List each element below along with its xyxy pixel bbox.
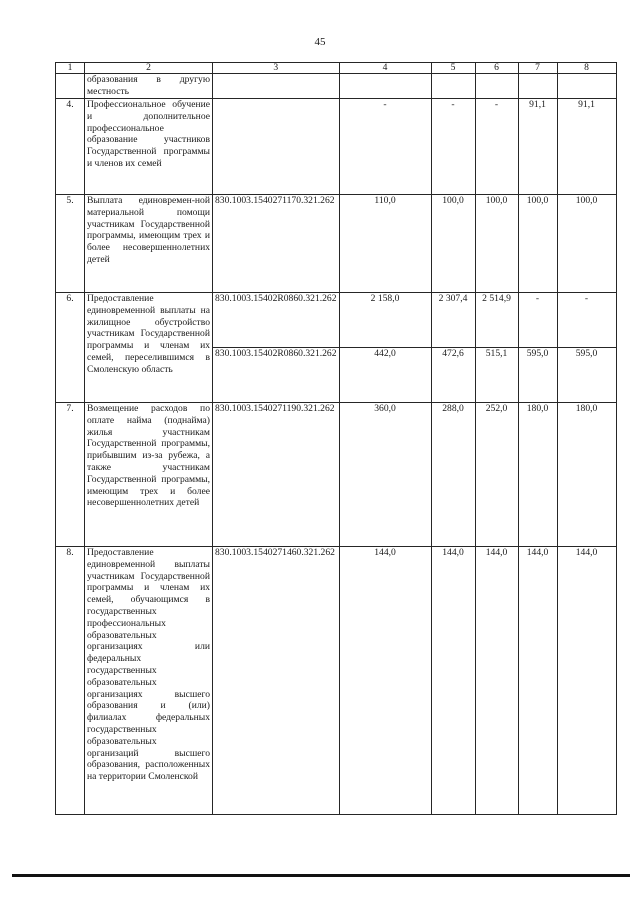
column-header: 7 [518, 63, 557, 74]
value-col5: 2 307,4 [431, 293, 475, 348]
table-row [56, 293, 617, 348]
value-col5: - [431, 99, 475, 195]
value-col8: 144,0 [557, 547, 616, 815]
value-col5: 288,0 [431, 403, 475, 547]
value-col4: 144,0 [339, 547, 431, 815]
table-row [56, 195, 617, 293]
row-code: 830.1003.1540271190.321.262 [213, 403, 340, 547]
value-col5: 144,0 [431, 547, 475, 815]
row-name: Выплата единовремен-ной материальной помощи участникам Государственной программы, имеющим трех и более несовершеннолетних детей [85, 195, 213, 293]
column-header: 4 [339, 63, 431, 74]
value-col7: 144,0 [518, 547, 557, 815]
column-header: 8 [557, 63, 616, 74]
row-code: 830.1003.15402R0860.321.262 [213, 293, 340, 348]
row-number: 4. [56, 99, 85, 195]
column-header: 2 [85, 63, 213, 74]
row-number: 5. [56, 195, 85, 293]
value-col8 [557, 74, 616, 99]
value-col4: 2 158,0 [339, 293, 431, 348]
value-col7: 595,0 [518, 348, 557, 403]
row-code: 830.1003.1540271460.321.262 [213, 547, 340, 815]
column-header: 1 [56, 63, 85, 74]
row-code: 830.1003.1540271170.321.262 [213, 195, 340, 293]
value-col5 [431, 74, 475, 99]
value-col7 [518, 74, 557, 99]
row-number: 8. [56, 547, 85, 815]
value-col7: 180,0 [518, 403, 557, 547]
value-col8: 180,0 [557, 403, 616, 547]
value-col6: 252,0 [475, 403, 518, 547]
column-header: 5 [431, 63, 475, 74]
table-row [56, 403, 617, 547]
value-col8: 91,1 [557, 99, 616, 195]
column-header: 6 [475, 63, 518, 74]
value-col4: 360,0 [339, 403, 431, 547]
page-bottom-rule [12, 874, 630, 877]
column-header-row [56, 63, 617, 74]
budget-table [55, 62, 617, 815]
row-name: Предоставление единовременной выплаты участникам Государственной программы и членам их семей, обучающимся в государственных профессиональных образовательных организациях или федеральных государственных образовательных организациях высшего образования и (или) филиалах федеральных государственных образовательных организаций высшего образования, расположенных на территории Смоленской [85, 547, 213, 815]
row-number [56, 74, 85, 99]
row-code: 830.1003.15402R0860.321.262 [213, 348, 340, 403]
table-row [56, 74, 617, 99]
value-col8: - [557, 293, 616, 348]
row-name: Предоставление единовременной выплаты на жилищное обустройство участникам Государственной программы и членам их семей, переселившимся в Смоленскую область [85, 293, 213, 403]
row-name: образования в другую местность [85, 74, 213, 99]
value-col4: - [339, 99, 431, 195]
row-number: 7. [56, 403, 85, 547]
row-name: Профессиональное обучение и дополнительное профессиональное образование участников Государственной программы и членов их семей [85, 99, 213, 195]
row-code [213, 99, 340, 195]
value-col7: 91,1 [518, 99, 557, 195]
value-col6: 2 514,9 [475, 293, 518, 348]
value-col7: 100,0 [518, 195, 557, 293]
value-col6: 144,0 [475, 547, 518, 815]
value-col8: 100,0 [557, 195, 616, 293]
row-number: 6. [56, 293, 85, 403]
value-col6: - [475, 99, 518, 195]
value-col7: - [518, 293, 557, 348]
column-header: 3 [213, 63, 340, 74]
value-col4: 442,0 [339, 348, 431, 403]
table-row [56, 547, 617, 815]
row-code [213, 74, 340, 99]
value-col8: 595,0 [557, 348, 616, 403]
value-col6: 515,1 [475, 348, 518, 403]
table-row [56, 99, 617, 195]
value-col4 [339, 74, 431, 99]
value-col4: 110,0 [339, 195, 431, 293]
value-col5: 100,0 [431, 195, 475, 293]
row-name: Возмещение расходов по оплате найма (поднайма) жилья участникам Государственной программы, прибывшим из-за рубежа, а также участникам Государственной программы, имеющим трех и более несовершеннолетних детей [85, 403, 213, 547]
value-col6: 100,0 [475, 195, 518, 293]
page-number: 45 [314, 36, 326, 48]
value-col5: 472,6 [431, 348, 475, 403]
value-col6 [475, 74, 518, 99]
